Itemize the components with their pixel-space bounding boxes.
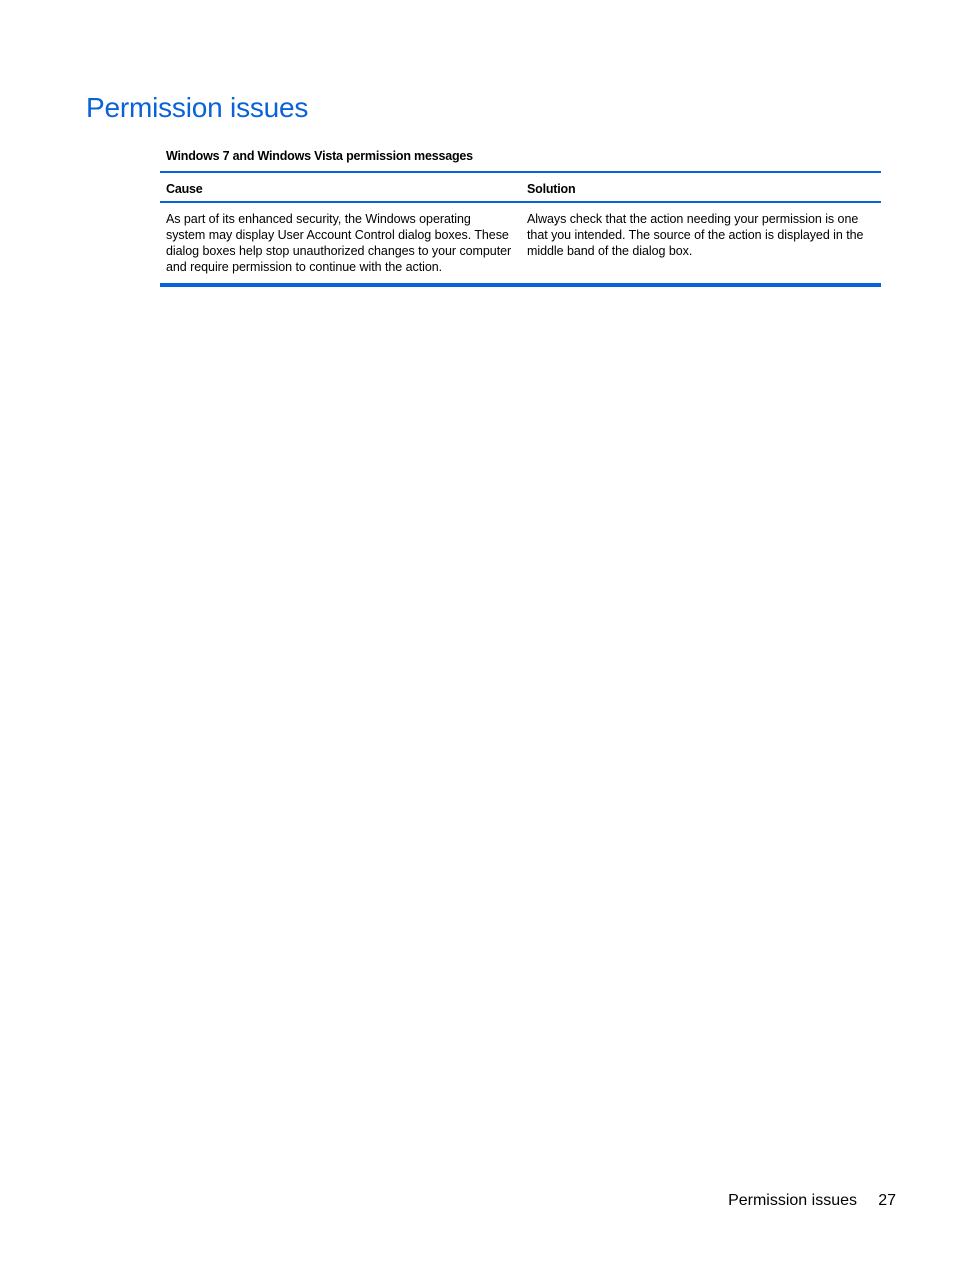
- cause-cell: As part of its enhanced security, the Windows operating system may display User Account Control dialog boxes. These dialog boxes help stop unauthorized changes to your computer and require permission to continue with the action.: [166, 212, 512, 274]
- permission-table: [160, 171, 881, 287]
- footer-page-number: 27: [878, 1192, 896, 1209]
- solution-cell: Always check that the action needing your permission is one that you intended. The source of the action is displayed in the middle band of the dialog box.: [527, 212, 864, 258]
- footer-section-title: Permission issues: [728, 1192, 857, 1209]
- column-header-cause: Cause: [166, 182, 203, 196]
- table-row: [160, 203, 881, 283]
- page-title: Permission issues: [86, 92, 309, 123]
- table-caption: Windows 7 and Windows Vista permission messages: [166, 149, 473, 163]
- column-header-solution: Solution: [527, 182, 576, 196]
- table-header-row: [160, 173, 881, 203]
